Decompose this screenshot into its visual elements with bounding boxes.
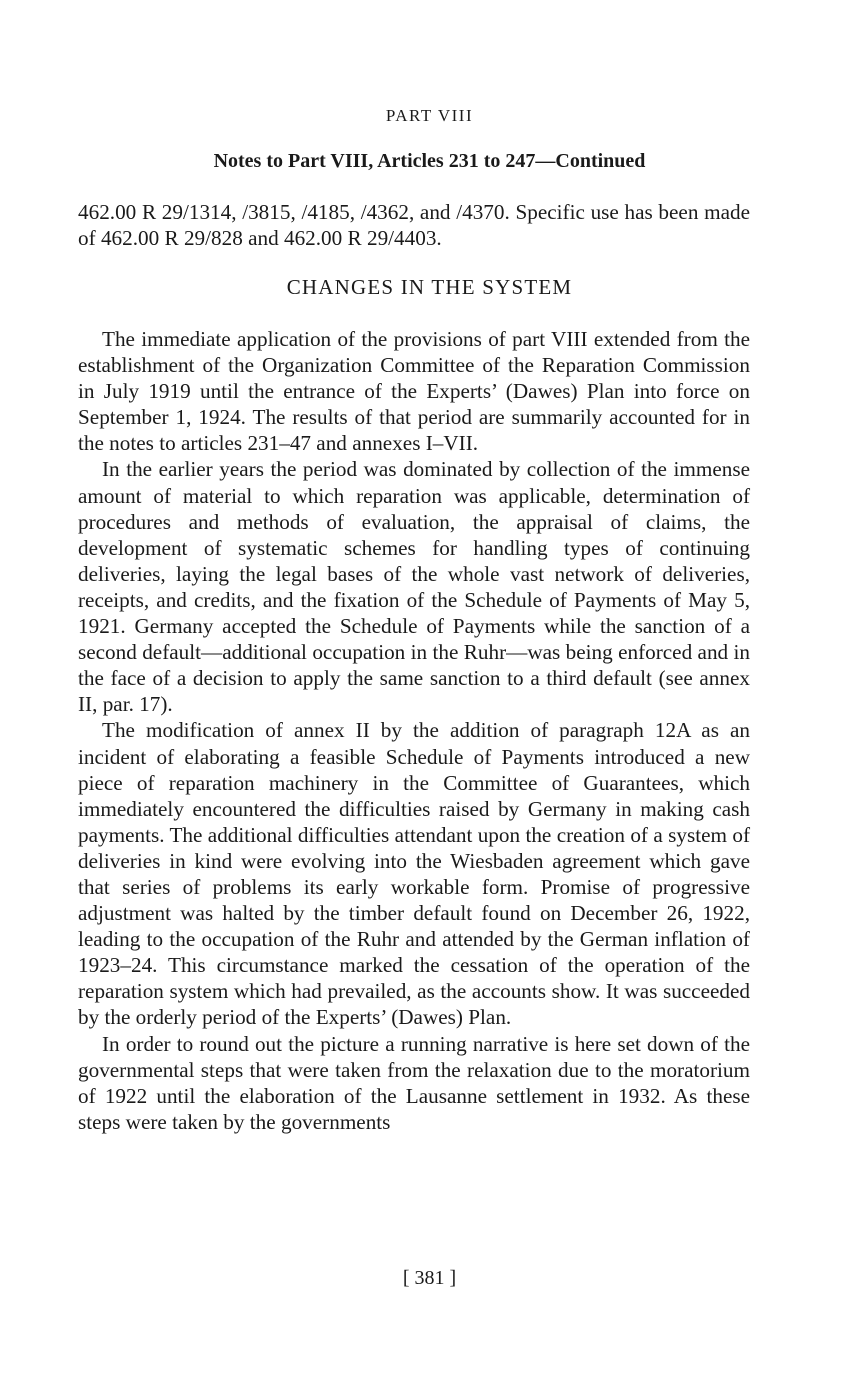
page-number: [ 381 ] [402, 1267, 457, 1289]
section-heading: CHANGES IN THE SYSTEM [286, 275, 573, 299]
paragraph: The modification of annex II by the addition of paragraph 12A as an incident of elaborating a feasible Schedule of Payments introduced a new piece of reparation machinery in the Committee of Guarantees, which immediately encountered the difficulties raised by Germany in making cash payments. The additional difficulties attendant upon the creation of a system of deliveries in kind were evolving into the Wiesbaden agreement which gave that series of problems its early workable form. Promise of progressive adjustment was halted by the timber default found on December 26, 1922, leading to the occupation of the Ruhr and attended by the German inflation of 1923–24. This circumstance marked the cessation of the operation of the reparation system which had prevailed, as the accounts show. It was succeeded by the orderly period of the Experts’ (Dawes) Plan. [78, 718, 750, 1030]
paragraph: In the earlier years the period was dominated by collection of the immense amount of material to which reparation was applicable, determination of procedures and methods of evaluation, the appraisal of claims, the development of systematic schemes for handling types of continuing deliveries, laying the legal bases of the whole vast network of deliveries, receipts, and credits, and the fixation of the Schedule of Payments of May 5, 1921. Germany accepted the Schedule of Payments while the sanction of a second default—additional occupation in the Ruhr—was being enforced and in the face of a decision to apply the same sanction to a third default (see annex II, par. 17). [78, 457, 750, 717]
section-body [78, 326, 750, 1135]
paragraph: The immediate application of the provisions of part VIII extended from the establishment of the Organization Committee of the Reparation Commission in July 1919 until the entrance of the Experts’ (Dawes) Plan into force on September 1, 1924. The results of that period are summarily accounted for in the notes to articles 231–47 and annexes I–VII. [78, 327, 750, 456]
part-label: PART VIII [385, 106, 474, 125]
notes-subtitle: Notes to Part VIII, Articles 231 to 247—Continued [213, 150, 646, 172]
continuation-text: 462.00 R 29/1314, /3815, /4185, /4362, and /4370. Specific use has been made of 462.00 R 29/828 and 462.00 R 29/4403. [78, 200, 750, 251]
paragraph: In order to round out the picture a running narrative is here set down of the governmental steps that were taken from the relaxation due to the moratorium of 1922 until the elaboration of the Lausanne settlement in 1932. As these steps were taken by the governments [78, 1031, 750, 1134]
